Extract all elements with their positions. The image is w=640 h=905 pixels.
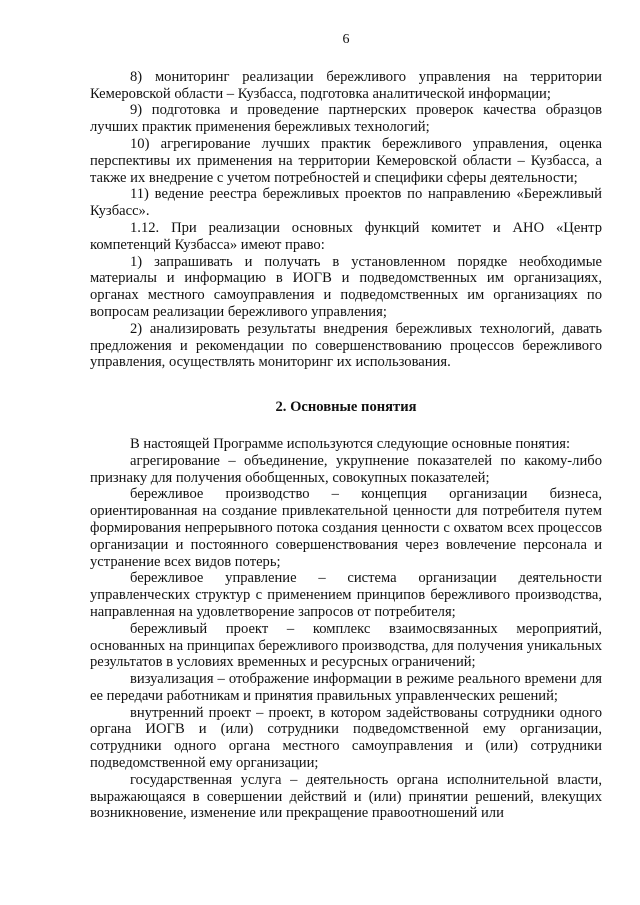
section-heading: 2. Основные понятия xyxy=(275,399,417,416)
document-page xyxy=(90,32,602,822)
right-item-1: 1) запрашивать и получать в установленном порядке необходимые материалы и информацию в ИОГВ и подведомственных им организациях, органах местного самоуправления и подведомственных им организациях по вопросам реализации бережливого управления; xyxy=(90,253,602,320)
definition-visualization: визуализация – отображение информации в режиме реального времени для ее передачи работникам и принятия правильных управленческих решений; xyxy=(90,671,602,704)
list-item-8: 8) мониторинг реализации бережливого управления на территории Кемеровской области – Кузбасса, подготовка аналитической информации; xyxy=(90,68,602,102)
definition-lean-production: бережливое производство – концепция организации бизнеса, ориентированная на создание привлекательной ценности для потребителя путем формирования непрерывного потока создания ценности с охватом всех процессов организации и постоянного совершенствования через вовлечение персонала и устранение всех видов потерь; xyxy=(90,486,602,570)
list-item-10: 10) агрегирование лучших практик бережливого управления, оценка перспективы их применения на территории Кемеровской области – Кузбасса, а также их внедрение с учетом потребностей и специфики сферы деятельности; xyxy=(90,135,602,186)
clause-1-12: 1.12. При реализации основных функций комитет и АНО «Центр компетенций Кузбасса» имеют право: xyxy=(90,219,602,253)
definition-internal-project: внутренний проект – проект, в котором задействованы сотрудники одного органа ИОГВ и (или) сотрудники подведомственной ему организации, сотрудники одного органа местного самоуправления и (или) сотрудники подведомственной ему организации; xyxy=(90,704,602,772)
right-item-2: 2) анализировать результаты внедрения бережливых технологий, давать предложения и рекомендации по совершенствованию процессов бережливого управления, осуществлять мониторинг их использования. xyxy=(90,320,602,371)
page-number: 6 xyxy=(342,32,350,47)
definitions-intro: В настоящей Программе используются следующие основные понятия: xyxy=(130,435,571,452)
definition-lean-project: бережливый проект – комплекс взаимосвязанных мероприятий, основанных на принципах бережливого производства, для получения уникальных результатов в условиях временных и ресурсных ограничений; xyxy=(90,620,602,671)
list-item-9: 9) подготовка и проведение партнерских проверок качества образцов лучших практик применения бережливых технологий; xyxy=(90,102,602,136)
definition-public-service: государственная услуга – деятельность органа исполнительной власти, выражающаяся в совершении действий и (или) принятии решений, влекущих возникновение, изменение или прекращение правоотношений или xyxy=(90,771,602,822)
definition-lean-management: бережливое управление – система организации деятельности управленческих структур с применением принципов бережливого производства, направленная на удовлетворение запросов от потребителя; xyxy=(90,570,602,620)
definition-aggregation: агрегирование – объединение, укрупнение показателей по какому-либо признаку для получения обобщенных, совокупных показателей; xyxy=(90,452,602,486)
list-item-11: 11) ведение реестра бережливых проектов по направлению «Бережливый Кузбасс». xyxy=(90,186,602,220)
